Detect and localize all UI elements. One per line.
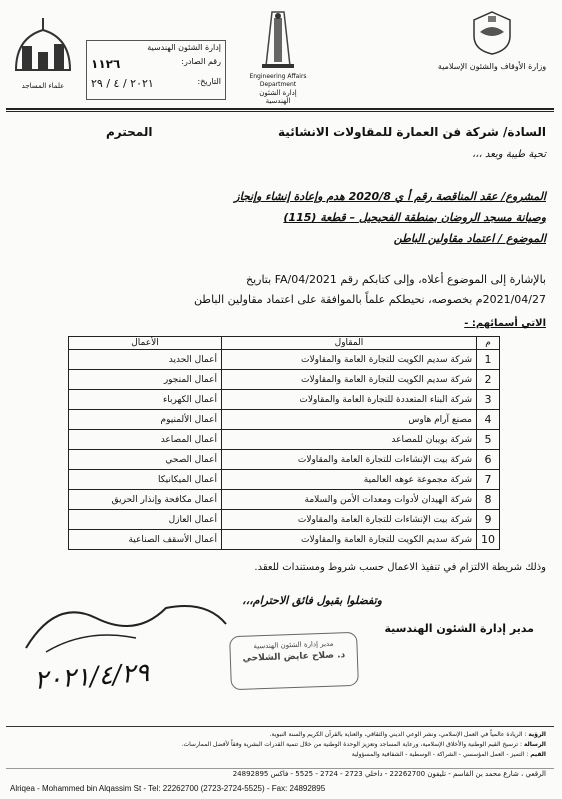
signature-scribble-icon <box>16 588 236 658</box>
footer-divider <box>6 726 554 727</box>
signer-title: مدير إدارة الشئون الهندسية <box>384 622 534 635</box>
row-contractor: شركة الهيدان لأدوات ومعدات الأمن والسلامة <box>222 490 477 510</box>
row-num: 6 <box>477 450 500 470</box>
dept-name-en: Engineering Affairs Department <box>249 73 307 88</box>
mosque-dome-logo-icon <box>8 16 78 80</box>
addressee-line <box>106 125 546 139</box>
subject-line-2: وصيانة مسجد الروضان بمنطقة الفحيحيل – قطعة (115) <box>283 211 546 224</box>
seal-line-2: د. صلاح عايض الشلاحي <box>242 650 346 664</box>
table-row <box>69 370 500 390</box>
row-contractor: شركة مجموعة عوهه العالمية <box>222 470 477 490</box>
incoming-stamp <box>86 40 226 100</box>
vision-label: الرؤية <box>528 731 546 738</box>
row-works: أعمال الصحي <box>69 450 222 470</box>
minaret-logo-icon <box>258 8 298 70</box>
row-contractor: شركة سديم الكويت للتجارة العامة والمقاولات <box>222 350 477 370</box>
row-works: أعمال الكهرباء <box>69 390 222 410</box>
stamp-ref-value: ١١٢٦ <box>91 57 121 71</box>
row-contractor: شركة بيت الإنشاءات للتجارة العامة والمقاولات <box>222 510 477 530</box>
row-contractor: مصنع آرام هاوس <box>222 410 477 430</box>
mosque-logo-text: علماء المساجد <box>21 82 65 90</box>
row-works: أعمال الأسقف الصناعية <box>69 530 222 550</box>
body-paragraph <box>16 270 546 310</box>
para-line-1: بالإشارة إلى الموضوع أعلاه، وإلى كتابكم رقم FA/04/2021 بتاريخ <box>245 273 546 286</box>
row-contractor: شركة سديم الكويت للتجارة العامة والمقاولات <box>222 530 477 550</box>
mission-text: ترسيخ القيم الوطنية والأخلاق الإسلامية، ورعاية المساجد وتعزيز الوحدة الوطنية من خلال تنمية القدرات البشرية وفقاً لأفضل الممارسات. <box>181 741 519 748</box>
footer-address-ar: الرقعي ، شارع محمد بن القاسم - تليفون 22262700 - داخلي 2723 - 2724 - 5525 - فاكس 24892895 <box>232 770 546 778</box>
addressee: السادة/ شركة فن العمارة للمقاولات الانشائية <box>278 125 546 139</box>
row-works: أعمال الحديد <box>69 350 222 370</box>
closing-regards: وتفضلوا بقبول فائق الاحترام،،، <box>242 594 382 607</box>
subject-block <box>16 186 546 249</box>
table-row <box>69 350 500 370</box>
header-contractor: المقاول <box>222 337 477 350</box>
row-num: 10 <box>477 530 500 550</box>
kuwait-emblem-icon <box>470 10 514 56</box>
row-num: 7 <box>477 470 500 490</box>
ministry-block <box>432 10 552 72</box>
row-works: أعمال المصاعد <box>69 430 222 450</box>
table-row <box>69 430 500 450</box>
header-num: م <box>477 337 500 350</box>
row-num: 4 <box>477 410 500 430</box>
row-works: أعمال مكافحة وإنذار الحريق <box>69 490 222 510</box>
mission-label: الرسالة <box>523 741 546 748</box>
footer-address-divider <box>6 768 554 769</box>
row-works: أعمال العازل <box>69 510 222 530</box>
row-contractor: شركة بويبان للمصاعد <box>222 430 477 450</box>
closing-condition: وذلك شريطة الالتزام في تنفيذ الاعمال حسب شروط ومستندات للعقد. <box>254 562 546 573</box>
row-num: 3 <box>477 390 500 410</box>
footer-address-en: Alriqea - Mohammed bin Alqassim St - Tel: 22262700 (2723-2724-5525) - Fax: 24892895 <box>10 784 326 793</box>
row-num: 9 <box>477 510 500 530</box>
stamp-ref-label: رقم الصادر: <box>181 57 221 66</box>
stamp-date-label: التاريخ: <box>197 77 221 86</box>
table-row <box>69 410 500 430</box>
row-contractor: شركة سديم الكويت للتجارة العامة والمقاولات <box>222 370 477 390</box>
dept-name-ar: إدارة الشئون الهندسية <box>259 89 297 105</box>
header-divider-thin <box>6 111 554 112</box>
seal-line-1: مدير إدارة الشئون الهندسية <box>253 639 334 651</box>
header-divider <box>6 108 554 110</box>
stamp-title: إدارة الشئون الهندسية <box>147 43 221 52</box>
subcontractor-table <box>68 336 500 550</box>
table-row <box>69 490 500 510</box>
header-works: الأعمال <box>69 337 222 350</box>
row-contractor: شركة بيت الإنشاءات للتجارة العامة والمقاولات <box>222 450 477 470</box>
table-row <box>69 510 500 530</box>
row-num: 5 <box>477 430 500 450</box>
engineering-dept-logo <box>246 8 310 105</box>
row-works: أعمال الألمنيوم <box>69 410 222 430</box>
row-works: أعمال المنجور <box>69 370 222 390</box>
subject-line-3: الموضوع / اعتماد مقاولين الباطن <box>393 232 546 245</box>
table-row <box>69 470 500 490</box>
stamp-date-value: ٢٠٢١ / ٤ / ٢٩ <box>91 77 154 90</box>
mosque-scholars-logo <box>6 16 80 90</box>
para-line-2: 2021/04/27م بخصوصه، نحيطكم علماً بالموافقة على اعتماد مقاولين الباطن <box>193 293 546 306</box>
row-num: 2 <box>477 370 500 390</box>
table-row <box>69 390 500 410</box>
handwritten-date: ٢٠٢١/٤/٢٩ <box>33 658 151 696</box>
values-label: القيم <box>530 751 546 758</box>
subject-line-1: المشروع/ عقد المناقصة رقم أ ي 2020/8 هدم وإعادة إنشاء وإنجاز <box>234 190 546 203</box>
honorific: المحترم <box>106 125 153 139</box>
row-contractor: شركة البناء المتعددة للتجارة العامة والمقاولات <box>222 390 477 410</box>
values-text: التميز - العمل المؤسسي - الشراكة - الوسطية - الشفافية والمسؤولية <box>351 751 525 758</box>
greeting: تحية طيبة وبعد ،،، <box>472 149 546 160</box>
table-row <box>69 530 500 550</box>
row-works: أعمال الميكانيكا <box>69 470 222 490</box>
ministry-name: وزارة الأوقاف والشئون الإسلامية <box>437 62 547 71</box>
list-lead: الاتي أسمائهم: - <box>464 318 546 329</box>
row-num: 1 <box>477 350 500 370</box>
vision-text: الريادة عالمياً في العمل الإسلامي، ونشر الوعي الديني والثقافي، والعناية بالقرآن الكريم والسنة النبوية. <box>269 731 523 738</box>
footer-vision-mission: الرؤية : الريادة عالمياً في العمل الإسلامي، ونشر الوعي الديني والثقافي، والعناية بالقرآن الكريم والسنة النبوية. الرسالة : ترسيخ القيم الوطنية والأخلاق الإسلامية، ورعاية المساجد وتعزيز الوحدة الوطنية من خلال تنمية القدرات البشرية وفقاً لأفضل الممارسات. القيم : التميز - العمل المؤسسي - الشراكة - الوسطية - الشفافية والمسؤولية <box>181 731 546 758</box>
table-header-row <box>69 337 500 350</box>
table-row <box>69 450 500 470</box>
row-num: 8 <box>477 490 500 510</box>
official-seal <box>229 632 359 690</box>
